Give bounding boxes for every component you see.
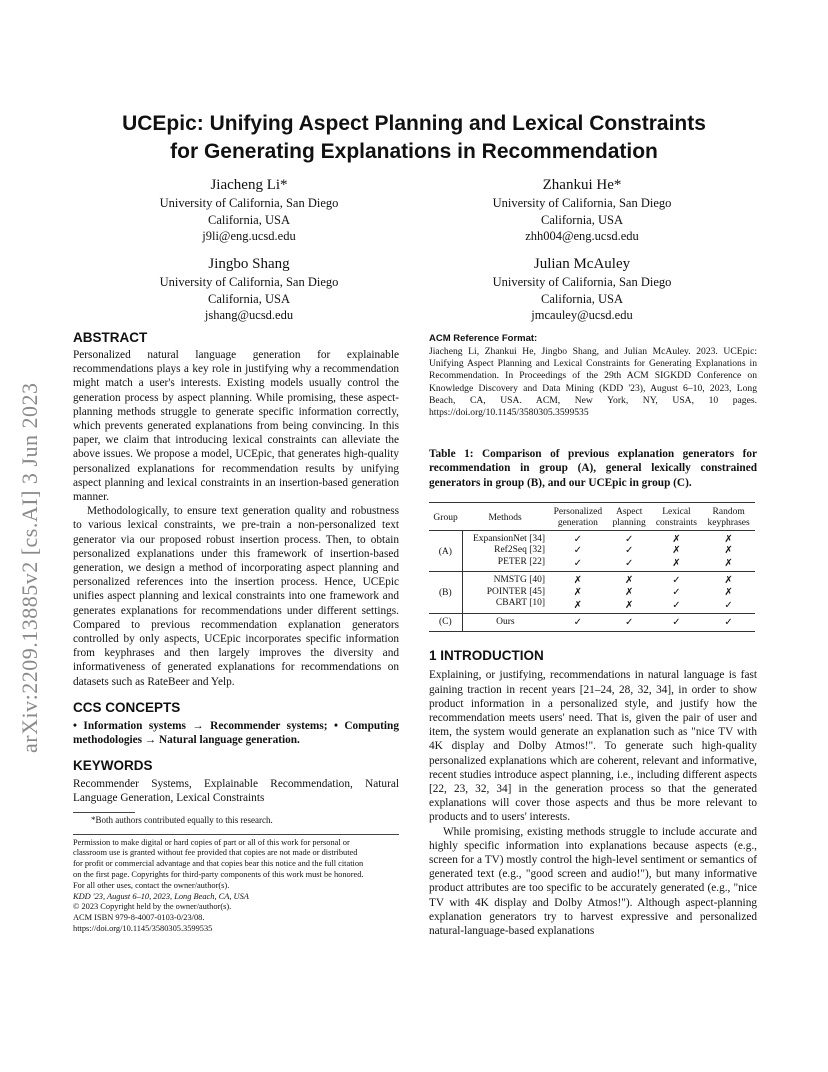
ccs-text: • Information systems → Recommender systems; • Computing methodologies → Natural language generation. [73, 719, 399, 747]
method-name: PETER [22] [497, 556, 546, 567]
cell-mark: ✓ [672, 586, 681, 598]
header-aspect: Aspect planning [612, 506, 646, 529]
author-affiliation: University of California, San Diego [159, 275, 339, 289]
left-column [73, 330, 399, 935]
abstract-paragraph-2: Methodologically, to ensure text generation quality and robustness to various lexical constraints, we pre-train a non-personalized text generator via our proposed robust insertion process. Then, to obtain personalized explanations under this framework of insertion-based generation, we design a method of incorporating aspect planning and personalized references into the insertion process. Hence, UCEpic unifies aspect planning and lexical constraints into one framework and generates explanations for recommendations under different settings. Compared to previous recommendation explanation generators controlled by only aspects, UCEpic incorporates specific information from keyphrases and then largely improves the diversity and informativeness of generated explanations for recommendations on datasets such as RateBeer and Yelp. [73, 505, 399, 688]
cell-mark: ✓ [672, 599, 681, 611]
author-name: Jingbo Shang [208, 256, 290, 272]
introduction-paragraph-1: Explaining, or justifying, recommendations in natural language is fast gaining traction in recent years [21–24, 28, 32, 34], in order to show product information in a personalized style, and justify how the recommendation meets users' need. That is, given the pair of user and item, the system would generate an explanation such as "nice TV with 4K display and Dolby Atmos!". To generate such high-quality personalized explanations which are coherent, relevant and informative, recent studies introduce aspect planning, i.e., including different aspects [22, 23, 32, 34] in the generation process so that the generated explanations will cover those aspects and thus be more relevant to products and to users' interests. [429, 669, 757, 824]
author-name: Jiacheng Li* [210, 177, 288, 193]
header-group: Group [433, 512, 458, 523]
cell-mark: ✗ [573, 575, 583, 587]
cell-mark: ✗ [672, 533, 681, 545]
keywords-text: Recommender Systems, Explainable Recommendation, Natural Language Generation, Lexical Constraints [73, 778, 399, 805]
cell-mark: ✓ [624, 533, 634, 545]
permission-line: ACM ISBN 979-8-4007-0103-0/23/08. [73, 913, 205, 923]
author-block-2 [422, 175, 742, 245]
author-affiliation: University of California, San Diego [492, 196, 672, 210]
permission-line: on the first page. Copyrights for third-party components of this work must be honored. [73, 870, 364, 880]
permission-line: for profit or commercial advantage and that copies bear this notice and the full citation [73, 859, 364, 869]
cell-mark: ✗ [624, 599, 634, 611]
cell-mark: ✓ [724, 616, 733, 628]
cell-mark: ✗ [724, 533, 733, 545]
permission-line: For all other uses, contact the owner/author(s). [73, 880, 230, 890]
permission-line: KDD '23, August 6–10, 2023, Long Beach, CA, USA [73, 891, 249, 901]
permission-line: © 2023 Copyright held by the owner/author(s). [73, 902, 232, 912]
footnote: *Both authors contributed equally to this research. [91, 814, 273, 825]
header-lexical: Lexical constraints [655, 506, 698, 529]
comparison-table [429, 502, 755, 633]
doi-link[interactable]: https://doi.org/10.1145/3580305.3599535 [73, 924, 213, 934]
title-line-2: for Generating Explanations in Recommendation [170, 140, 658, 163]
method-name: POINTER [45] [486, 586, 546, 597]
ccs-heading: CCS CONCEPTS [73, 699, 181, 715]
table-row [429, 530, 755, 545]
cell-mark: ✓ [573, 545, 583, 557]
header-methods: Methods [488, 512, 522, 523]
cell-mark: ✓ [573, 533, 583, 545]
table-row [429, 598, 755, 613]
cell-mark: ✗ [724, 575, 733, 587]
cell-mark: ✓ [724, 599, 733, 611]
cell-mark: ✓ [624, 558, 634, 570]
cell-mark: ✓ [672, 616, 681, 628]
footnote-rule [73, 812, 135, 813]
table-row [429, 613, 755, 632]
author-location: California, USA [541, 291, 623, 306]
cell-mark: ✗ [724, 558, 733, 570]
author-email: j9li@eng.ucsd.edu [202, 229, 296, 243]
author-location: California, USA [541, 212, 623, 227]
author-affiliation: University of California, San Diego [492, 275, 672, 289]
header-personalized: Personalized generation [553, 506, 603, 529]
author-email: jmcauley@ucsd.edu [531, 308, 633, 322]
table-caption: Table 1: Comparison of previous explanation generators for recommendation in group (A), general lexically constrained generators in group (B), and our UCEpic in group (C). [429, 448, 757, 489]
right-column [429, 333, 757, 938]
cell-mark: ✗ [672, 545, 681, 557]
cell-mark: ✓ [672, 575, 681, 587]
author-affiliation: University of California, San Diego [159, 196, 339, 210]
paper-title [0, 110, 828, 166]
method-name: NMSTG [40] [493, 575, 546, 586]
table-row [429, 587, 755, 599]
cell-mark: ✗ [724, 545, 733, 557]
author-location: California, USA [208, 212, 290, 227]
cell-mark: ✗ [672, 558, 681, 570]
cell-mark: ✓ [624, 616, 634, 628]
group-label: (C) [429, 613, 462, 632]
author-email: zhh004@eng.ucsd.edu [525, 229, 639, 243]
header-random: Random keyphrases [707, 506, 750, 529]
abstract-heading: ABSTRACT [73, 330, 148, 345]
group-label: (B) [429, 572, 462, 614]
author-email: jshang@ucsd.edu [204, 308, 294, 322]
permission-rule [73, 834, 399, 835]
cell-mark: ✓ [573, 616, 583, 628]
author-block-3 [89, 254, 409, 324]
cell-mark: ✗ [624, 586, 634, 598]
method-name: Ref2Seq [32] [494, 545, 546, 556]
cell-mark: ✗ [624, 575, 634, 587]
permission-block [73, 838, 399, 935]
author-block-4 [422, 254, 742, 324]
cell-mark: ✗ [724, 586, 733, 598]
table-row [429, 572, 755, 587]
method-name: CBART [10] [495, 598, 546, 609]
cell-mark: ✗ [573, 586, 583, 598]
author-name: Zhankui He* [542, 177, 622, 193]
cell-mark: ✗ [573, 599, 583, 611]
keywords-heading: KEYWORDS [73, 758, 153, 774]
permission-line: Permission to make digital or hard copies of part or all of this work for personal or [73, 837, 350, 847]
method-name: ExpansionNet [34] [473, 533, 546, 544]
group-label: (A) [429, 530, 462, 572]
acm-ref-text: Jiacheng Li, Zhankui He, Jingbo Shang, and Julian McAuley. 2023. UCEpic: Unifying Aspect Planning and Lexical Constraints for Generating Explanations in Recommendation. In Proceedings of the 29th ACM SIGKDD Conference on Knowledge Discovery and Data Mining (KDD '23), August 6–10, 2023, Long Beach, CA, USA. ACM, New York, NY, USA, 10 pages. https://doi.org/10.1145/3580305.3599535 [429, 346, 757, 419]
author-location: California, USA [208, 291, 290, 306]
introduction-paragraph-2: While promising, existing methods struggle to include accurate and highly specific information into explanations because aspects (e.g., screen for a TV) mostly control the high-level sentiment or semantics of generated text (e.g., "good screen and audio!"), but many informative product attributes are too specific to be accurately generated (e.g., "nice TV with 4K display and Dolby Atmos!"). Although aspect-planning explanation generators try to harvest expressive and personalized natural-language-based explanations [429, 825, 757, 937]
cell-mark: ✓ [573, 558, 583, 570]
abstract-paragraph-1: Personalized natural language generation for explainable recommendations plays a key role in justifying why a recommendation might match a user's interests. Existing models usually control the generation process by aspect planning. While promising, these aspect-planning methods struggle to generate specific information correctly, which prevents generated explanations from being convincing. In this paper, we claim that introducing lexical constraints can alleviate the above issues. We propose a model, UCEpic, that generates high-quality personalized explanations for recommendation results by unifying aspect planning and lexical constraints in an insertion-based generation manner. [73, 349, 399, 504]
arxiv-stamp: arXiv:2209.13885v2 [cs.AI] 3 Jun 2023 [17, 382, 42, 753]
table-row [429, 545, 755, 557]
author-block-1 [89, 175, 409, 245]
table-header-row [429, 502, 755, 530]
author-name: Julian McAuley [533, 256, 631, 272]
cell-mark: ✓ [624, 545, 634, 557]
method-name: Ours [496, 616, 515, 627]
permission-line: classroom use is granted without fee provided that copies are not made or distributed [73, 848, 358, 858]
title-line-1: UCEpic: Unifying Aspect Planning and Lexical Constraints [122, 112, 706, 135]
table-row [429, 557, 755, 572]
acm-ref-heading: ACM Reference Format: [429, 333, 538, 344]
introduction-heading: 1 INTRODUCTION [429, 648, 544, 664]
